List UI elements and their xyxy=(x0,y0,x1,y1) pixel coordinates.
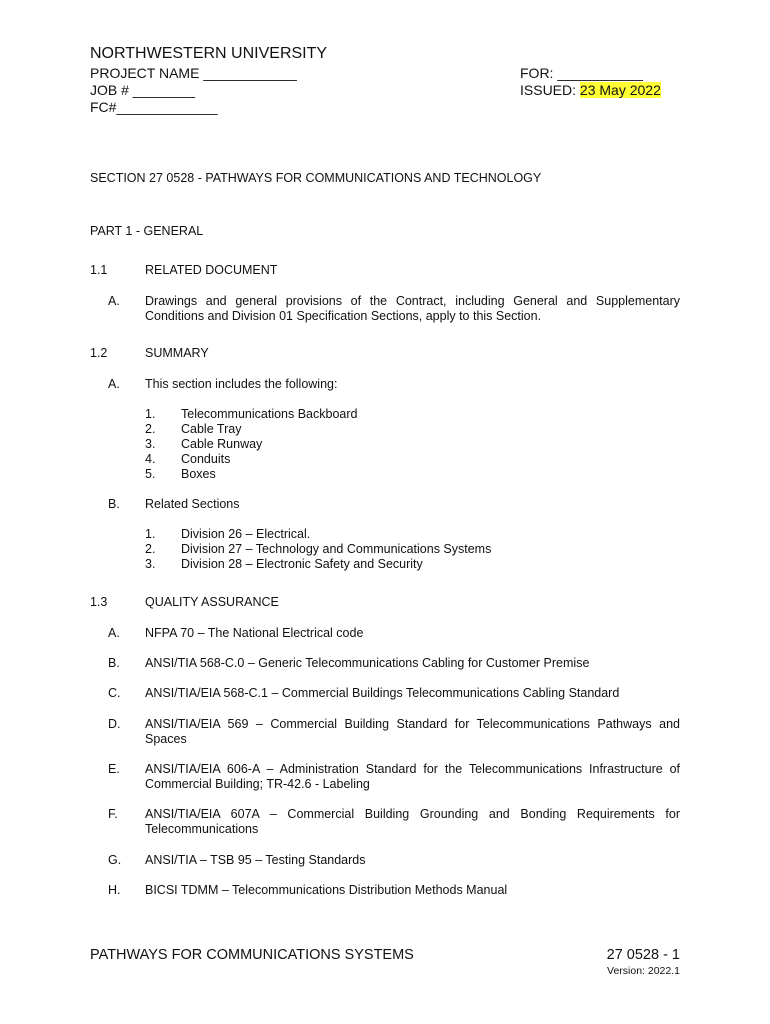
paragraph-text: ANSI/TIA/EIA 569 – Commercial Building Standard for Telecommunications Pathways and Spaces xyxy=(145,717,680,746)
fc-number: FC#_____________ xyxy=(90,99,218,115)
paragraph-letter: D. xyxy=(108,717,121,731)
paragraph-text: ANSI/TIA/EIA 607A – Commercial Building Grounding and Bonding Requirements for Telecommunications xyxy=(145,807,680,836)
article-number: 1.3 xyxy=(90,595,108,609)
paragraph-letter: A. xyxy=(108,377,120,391)
paragraph-text: This section includes the following: xyxy=(145,377,338,391)
article-title: QUALITY ASSURANCE xyxy=(145,595,279,609)
article-number: 1.1 xyxy=(90,263,108,277)
paragraph-text: ANSI/TIA/EIA 568-C.1 – Commercial Buildings Telecommunications Cabling Standard xyxy=(145,686,620,700)
list-number: 4. xyxy=(145,452,156,466)
paragraph-text: Related Sections xyxy=(145,497,240,511)
issued-field xyxy=(520,82,661,99)
project-name: PROJECT NAME ____________ xyxy=(90,65,297,81)
page-number: 27 0528 - 1 xyxy=(606,947,680,963)
list-item: Cable Runway xyxy=(181,437,263,451)
list-item: Telecommunications Backboard xyxy=(181,407,358,421)
university-name: NORTHWESTERN UNIVERSITY xyxy=(90,45,328,62)
list-item: Division 26 – Electrical. xyxy=(181,527,311,541)
list-item: Division 27 – Technology and Communications Systems xyxy=(181,542,492,556)
version-label: Version: 2022.1 xyxy=(607,965,680,977)
article-title: RELATED DOCUMENT xyxy=(145,263,278,277)
job-number: JOB # ________ xyxy=(90,82,196,98)
list-item: Division 28 – Electronic Safety and Security xyxy=(181,557,423,571)
paragraph-text: ANSI/TIA/EIA 606-A – Administration Standard for the Telecommunications Infrastructure of Commercial Building; TR-42.6 - Labeling xyxy=(145,762,680,791)
list-item: Cable Tray xyxy=(181,422,242,436)
paragraph-text: ANSI/TIA – TSB 95 – Testing Standards xyxy=(145,853,366,867)
list-number: 3. xyxy=(145,557,156,571)
paragraph-letter: A. xyxy=(108,294,120,308)
paragraph-letter: E. xyxy=(108,762,120,776)
footer-title: PATHWAYS FOR COMMUNICATIONS SYSTEMS xyxy=(90,947,414,963)
article-number: 1.2 xyxy=(90,346,108,360)
section-title: SECTION 27 0528 - PATHWAYS FOR COMMUNICATIONS AND TECHNOLOGY xyxy=(90,171,542,185)
paragraph-text: BICSI TDMM – Telecommunications Distribution Methods Manual xyxy=(145,883,508,897)
article-title: SUMMARY xyxy=(145,346,209,360)
list-number: 1. xyxy=(145,527,156,541)
paragraph-letter: B. xyxy=(108,656,120,670)
part-heading: PART 1 - GENERAL xyxy=(90,224,204,238)
list-number: 5. xyxy=(145,467,156,481)
list-item: Boxes xyxy=(181,467,216,481)
list-number: 2. xyxy=(145,422,156,436)
paragraph-text: ANSI/TIA 568-C.0 – Generic Telecommunications Cabling for Customer Premise xyxy=(145,656,590,670)
list-number: 3. xyxy=(145,437,156,451)
for-field: FOR: ___________ xyxy=(520,65,643,81)
list-item: Conduits xyxy=(181,452,231,466)
paragraph-letter: A. xyxy=(108,626,120,640)
paragraph-letter: H. xyxy=(108,883,121,897)
paragraph-text: NFPA 70 – The National Electrical code xyxy=(145,626,364,640)
list-number: 1. xyxy=(145,407,156,421)
issued-label: ISSUED: xyxy=(520,82,580,98)
paragraph-text: Drawings and general provisions of the Contract, including General and Supplementary Conditions and Division 01 Specification Sections, apply to this Section. xyxy=(145,294,680,323)
issued-date: 23 May 2022 xyxy=(579,82,661,98)
paragraph-letter: F. xyxy=(108,807,118,821)
paragraph-letter: B. xyxy=(108,497,120,511)
paragraph-letter: G. xyxy=(108,853,122,867)
paragraph-letter: C. xyxy=(108,686,121,700)
list-number: 2. xyxy=(145,542,156,556)
